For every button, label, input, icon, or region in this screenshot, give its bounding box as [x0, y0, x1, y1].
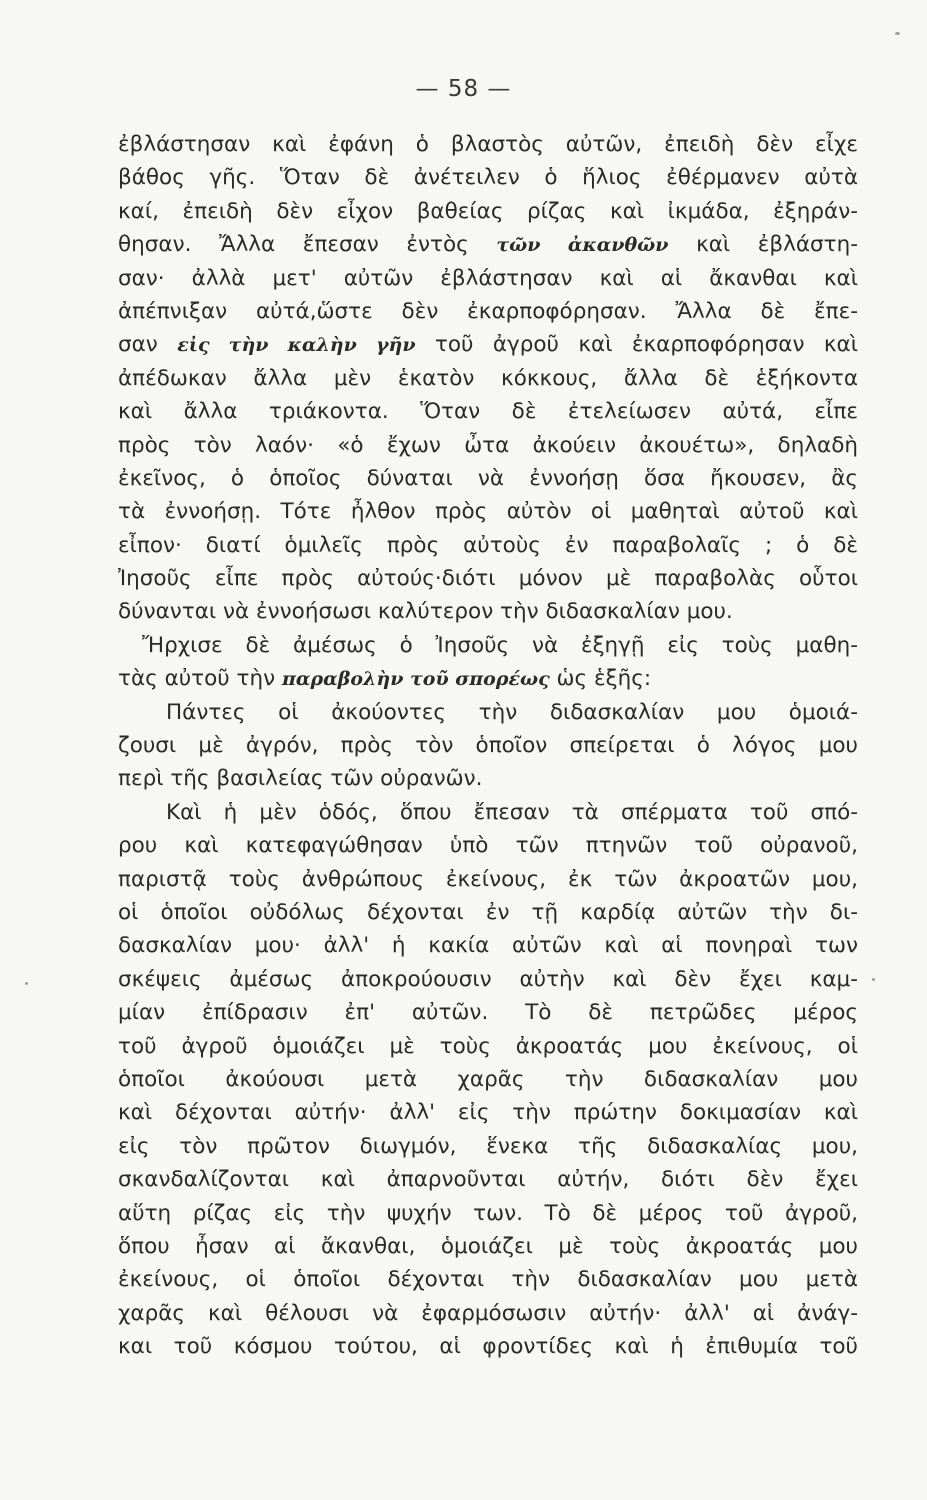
- text-line: τὰ ἐννοήσῃ. Τότε ἦλθον πρὸς αὐτὸν οἱ μαθηταὶ αὐτοῦ καὶ: [118, 499, 858, 525]
- text-line: ζουσι μὲ ἀγρόν, πρὸς τὸν ὁποῖον σπείρεται ὁ λόγος μου: [118, 733, 858, 759]
- text-line: Ἰησοῦς εἶπε πρὸς αὐτούς·διότι μόνον μὲ παραβολὰς οὗτοι: [118, 566, 858, 592]
- text-line: σαν· ἀλλὰ μετ' αὐτῶν ἐβλάστησαν καὶ αἱ ἄκανθαι καὶ: [118, 265, 858, 291]
- text-line: σκέψεις ἀμέσως ἀποκρούουσιν αὐτὴν καὶ δὲν ἔχει καμ-: [118, 966, 858, 992]
- text-line: Πάντες οἱ ἀκούοντες τὴν διδασκαλίαν μου ὁμοιά-: [166, 699, 858, 725]
- text-line: καὶ ἄλλα τριάκοντα. Ὅταν δὲ ἐτελείωσεν αὐτά, εἶπε: [118, 399, 858, 425]
- text-segment: ὡς ἑξῆς:: [549, 666, 652, 692]
- text-segment: σαν: [118, 332, 178, 358]
- text-line: ἀπέπνιξαν αὐτά,ὥστε δὲν ἐκαρποφόρησαν. Ἄλλα δὲ ἔπε-: [118, 298, 858, 324]
- text-line: ἀπέδωκαν ἄλλα μὲν ἑκατὸν κόκκους, ἄλλα δὲ ἑξήκοντα: [118, 365, 858, 391]
- text-line: [118, 662, 858, 695]
- text-line: καὶ δέχονται αὐτήν· ἀλλ' εἰς τὴν πρώτην δοκιμασίαν καὶ: [118, 1100, 858, 1126]
- text-line: Καὶ ἡ μὲν ὁδός, ὅπου ἔπεσαν τὰ σπέρματα τοῦ σπό-: [166, 799, 858, 825]
- paper-speck: [25, 982, 28, 985]
- text-line: ὁποῖοι ἀκούουσι μετὰ χαρᾶς τὴν διδασκαλίαν μου: [118, 1066, 858, 1092]
- text-segment: τοῦ ἀγροῦ καὶ ἐκαρποφόρησαν καὶ: [415, 332, 858, 358]
- text-line: χαρᾶς καὶ θέλουσι νὰ ἐφαρμόσωσιν αὐτήν· ἀλλ' αἱ ἀνάγ-: [118, 1300, 858, 1326]
- text-line: βάθος γῆς. Ὅταν δὲ ἀνέτειλεν ὁ ἥλιος ἐθέρμανεν αὐτὰ: [118, 165, 858, 191]
- emphasized-phrase: εἰς τὴν καλὴν γῆν: [177, 334, 416, 357]
- text-line: δύνανται νὰ ἐννοήσωσι καλύτερον τὴν διδασκαλίαν μου.: [118, 599, 733, 625]
- text-line: Ἤρχισε δὲ ἀμέσως ὁ Ἰησοῦς νὰ ἐξηγῇ εἰς τοὺς μαθη-: [142, 632, 858, 658]
- text-line: οἱ ὁποῖοι οὐδόλως δέχονται ἐν τῇ καρδίᾳ αὐτῶν τὴν δι-: [118, 899, 858, 925]
- text-line: περὶ τῆς βασιλείας τῶν οὐρανῶν.: [118, 766, 483, 792]
- text-line: [118, 228, 858, 261]
- page-number: — 58 —: [415, 76, 512, 102]
- text-line: καί, ἐπειδὴ δὲν εἶχον βαθείας ρίζας καὶ ἰκμάδα, ἐξηράν-: [118, 198, 858, 224]
- text-line: ἐκεῖνος, ὁ ὁποῖος δύναται νὰ ἐννοήσῃ ὅσα ἤκουσεν, ἂς: [118, 465, 858, 491]
- text-line: αὕτη ρίζας εἰς τὴν ψυχήν των. Τὸ δὲ μέρος τοῦ ἀγροῦ,: [118, 1200, 858, 1226]
- text-line: τοῦ ἀγροῦ ὁμοιάζει μὲ τοὺς ἀκροατάς μου ἐκείνους, οἱ: [118, 1033, 858, 1059]
- text-segment: καὶ ἐβλάστη-: [668, 232, 858, 258]
- text-line: δασκαλίαν μου· ἀλλ' ἡ κακία αὐτῶν καὶ αἱ πονηραὶ των: [118, 933, 858, 959]
- text-segment: τὰς αὐτοῦ τὴν: [118, 666, 282, 692]
- text-line: σκανδαλίζονται καὶ ἀπαρνοῦνται αὐτήν, διότι δὲν ἔχει: [118, 1167, 858, 1193]
- text-line: ἐκείνους, οἱ ὁποῖοι δέχονται τὴν διδασκαλίαν μου μετὰ: [118, 1267, 858, 1293]
- emphasized-phrase: παραβολὴν τοῦ σπορέως: [281, 668, 550, 691]
- text-line: εἶπον· διατί ὁμιλεῖς πρὸς αὐτοὺς ἐν παραβολαῖς ; ὁ δὲ: [118, 532, 858, 558]
- text-segment: θησαν. Ἄλλα ἔπεσαν ἐντὸς: [118, 232, 497, 258]
- emphasized-phrase: τῶν ἀκανθῶν: [496, 234, 669, 257]
- text-line: εἰς τὸν πρῶτον διωγμόν, ἕνεκα τῆς διδασκαλίας μου,: [118, 1133, 858, 1159]
- paper-speck: [872, 978, 875, 981]
- body-text: [118, 128, 858, 1363]
- text-line: ὅπου ἦσαν αἱ ἄκανθαι, ὁμοιάζει μὲ τοὺς ἀκροατάς μου: [118, 1233, 858, 1259]
- paper-speck: [895, 32, 900, 35]
- text-line: [118, 328, 858, 361]
- text-line: και τοῦ κόσμου τούτου, αἱ φροντίδες καὶ ἡ ἐπιθυμία τοῦ: [118, 1334, 858, 1360]
- text-line: μίαν ἐπίδρασιν ἐπ' αὐτῶν. Τὸ δὲ πετρῶδες μέρος: [118, 1000, 858, 1026]
- text-line: ρου καὶ κατεφαγώθησαν ὑπὸ τῶν πτηνῶν τοῦ οὐρανοῦ,: [118, 833, 858, 859]
- text-line: παριστᾷ τοὺς ἀνθρώπους ἐκείνους, ἐκ τῶν ἀκροατῶν μου,: [118, 866, 858, 892]
- text-line: πρὸς τὸν λαόν· «ὁ ἔχων ὦτα ἀκούειν ἀκουέτω», δηλαδὴ: [118, 432, 858, 458]
- text-line: ἐβλάστησαν καὶ ἐφάνη ὁ βλαστὸς αὐτῶν, ἐπειδὴ δὲν εἶχε: [118, 132, 858, 157]
